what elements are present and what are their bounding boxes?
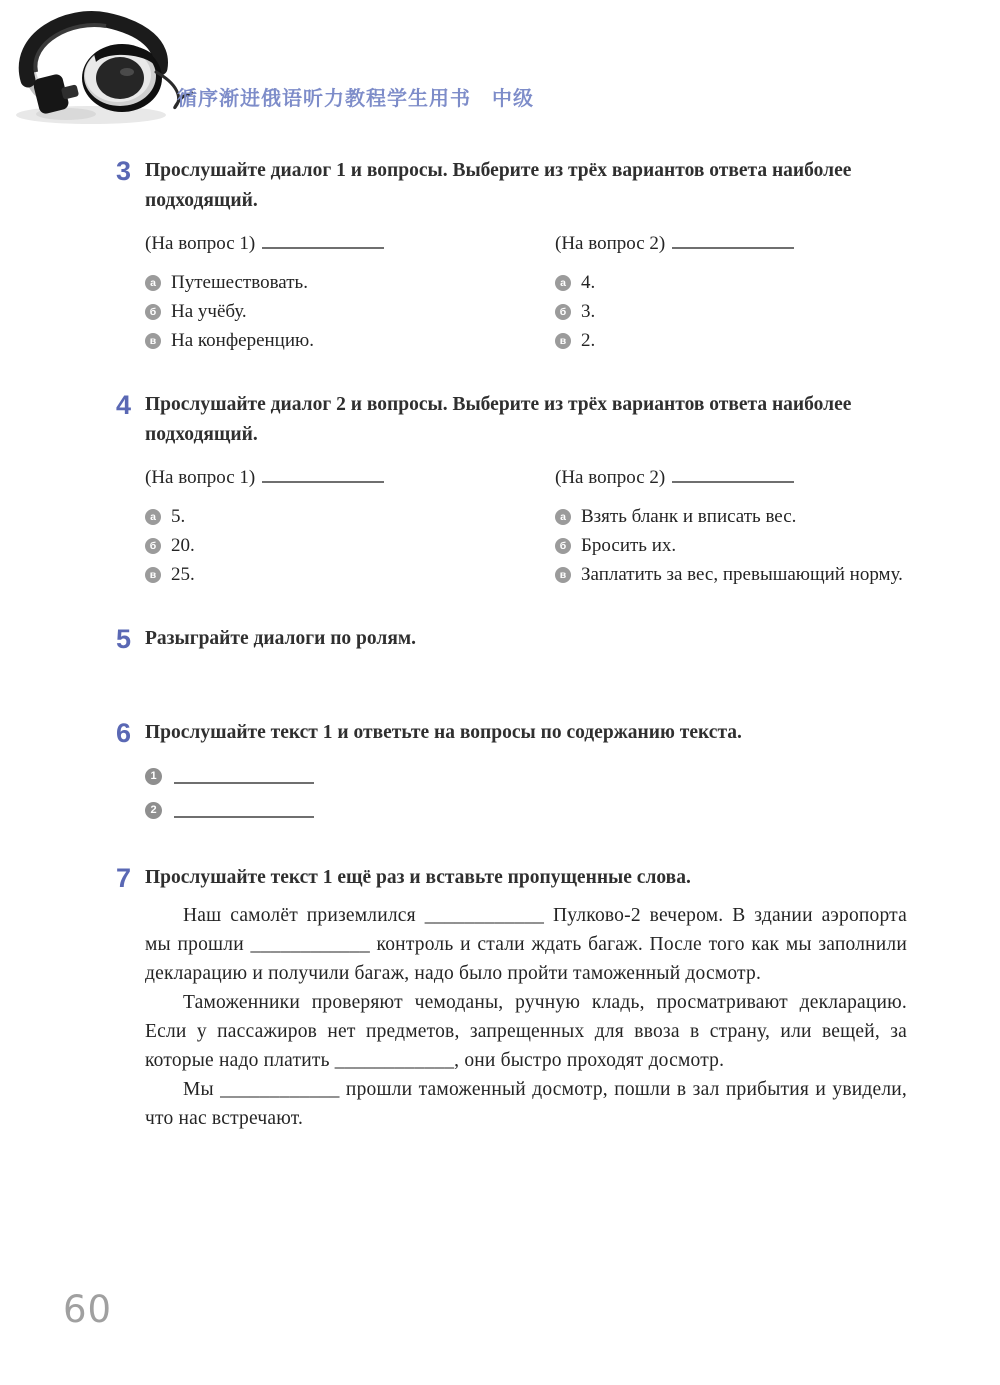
fill-paragraph-2: Таможенники проверяют чемоданы, ручную кладь, просматривают декларацию. Если у пассажиров нет предметов, запрещенных для ввоза в страну, или вещей, за которые надо платить ____________, они быстро проходят досмотр. (145, 992, 907, 1071)
option-row (145, 268, 555, 297)
exercise-3-number: 3 (116, 156, 132, 186)
option-text: Путешествовать. (171, 272, 308, 293)
exercise-5-number: 5 (116, 624, 132, 654)
question-label-2: (На вопрос 2) (555, 233, 666, 254)
option-bullet-b: б (145, 538, 161, 554)
answer-blank (672, 234, 794, 249)
book-title: 循序渐进俄语听力教程学生用书 中级 (177, 86, 534, 110)
option-row (145, 326, 555, 355)
option-bullet-b: б (145, 304, 161, 320)
exercise-7 (116, 863, 908, 1133)
exercise-7-title: Прослушайте текст 1 ещё раз и вставьте пропущенные слова. (145, 867, 691, 888)
answer-blank (672, 468, 794, 483)
exercise-3-title: Прослушайте диалог 1 и вопросы. Выберите из трёх вариантов ответа наиболее подходящий. (145, 160, 852, 211)
answer-blank (262, 234, 384, 249)
question-label-1: (На вопрос 1) (145, 467, 256, 488)
option-bullet-b: б (555, 304, 571, 320)
option-bullet-a: а (145, 509, 161, 525)
item-number-circle: 2 (145, 802, 162, 819)
option-bullet-v: в (145, 333, 161, 349)
option-row (555, 268, 908, 297)
exercise-6-title: Прослушайте текст 1 и ответьте на вопросы по содержанию текста. (145, 722, 742, 743)
option-text: 2. (581, 330, 596, 351)
fill-paragraph-1: Наш самолёт приземлился ____________ Пулково-2 вечером. В здании аэропорта мы прошли ____________ контроль и стали ждать багаж. После того как мы заполнили декларацию и получили багаж, надо было пройти таможенный досмотр. (145, 905, 907, 984)
exercise-4-number: 4 (116, 390, 132, 420)
answer-line-2 (145, 795, 908, 826)
answer-blank (174, 803, 314, 818)
option-bullet-b: б (555, 538, 571, 554)
answer-blank (262, 468, 384, 483)
exercise-6 (116, 718, 908, 826)
option-text: 20. (171, 535, 195, 556)
option-row (145, 531, 555, 560)
exercise-3 (116, 156, 908, 355)
option-row (555, 502, 908, 531)
answer-blank (174, 769, 314, 784)
option-row (145, 297, 555, 326)
option-row (555, 531, 908, 560)
question-label-2: (На вопрос 2) (555, 467, 666, 488)
option-text: Бросить их. (581, 535, 677, 556)
fill-paragraph-3: Мы ____________ прошли таможенный досмотр, пошли в зал прибытия и увидели, что нас встречают. (145, 1079, 907, 1129)
option-bullet-a: а (145, 275, 161, 291)
option-row (555, 560, 908, 589)
exercise-5-title: Разыграйте диалоги по ролям. (145, 628, 417, 649)
exercise-7-number: 7 (116, 863, 132, 893)
question-label-1: (На вопрос 1) (145, 233, 256, 254)
option-row (145, 502, 555, 531)
option-text: На учёбу. (171, 301, 247, 322)
option-text: 5. (171, 506, 186, 527)
option-text: Заплатить за вес, превышающий норму. (581, 564, 903, 585)
option-text: 25. (171, 564, 195, 585)
option-bullet-v: в (555, 333, 571, 349)
option-text: 3. (581, 301, 596, 322)
exercise-4 (116, 390, 908, 589)
option-row (555, 326, 908, 355)
option-text: На конференцию. (171, 330, 314, 351)
option-row (555, 297, 908, 326)
exercise-4-title: Прослушайте диалог 2 и вопросы. Выберите из трёх вариантов ответа наиболее подходящий. (145, 394, 852, 445)
option-bullet-a: а (555, 509, 571, 525)
answer-line-1 (145, 761, 908, 792)
headphones-image (6, 2, 196, 131)
fill-in-text (145, 901, 907, 1133)
exercise-6-number: 6 (116, 718, 132, 748)
option-text: 4. (581, 272, 596, 293)
option-bullet-v: в (555, 567, 571, 583)
option-text: Взять бланк и вписать вес. (581, 506, 797, 527)
item-number-circle: 1 (145, 768, 162, 785)
page-number: 60 (63, 1288, 113, 1331)
option-bullet-v: в (145, 567, 161, 583)
option-row (145, 560, 555, 589)
option-bullet-a: а (555, 275, 571, 291)
exercise-5 (116, 624, 908, 654)
